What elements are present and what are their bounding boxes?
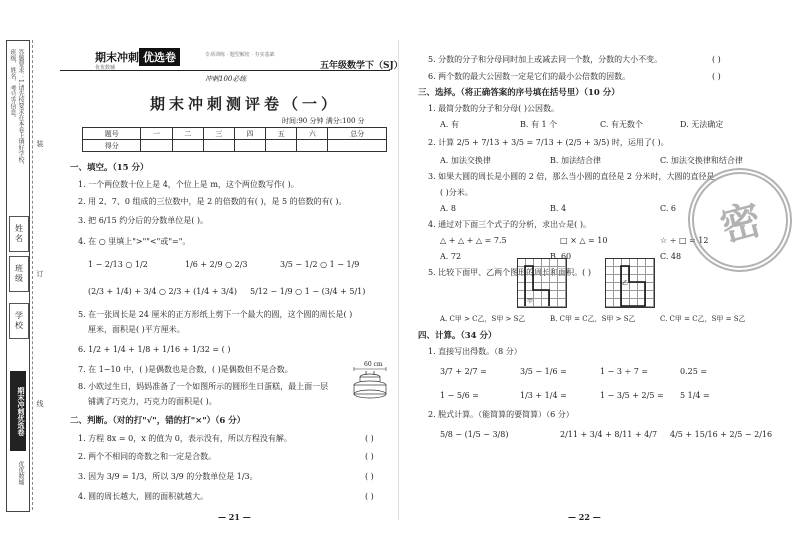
score-cell: 题号	[83, 128, 141, 140]
compare-item: 3/5 − 1/2 ○ 1 − 1/9	[280, 260, 360, 269]
judge-2: 2. 两个不相同的奇数之和一定是合数。	[78, 452, 217, 461]
calc-item: 1 − 3 ÷ 7 =	[600, 367, 649, 376]
compare-item: (2/3 + 1/4) + 3/4 ○ 2/3 + (1/4 + 3/4)	[88, 287, 237, 296]
cake-diameter-label: 60 cm	[364, 361, 383, 368]
school-field[interactable]: 学校	[9, 303, 29, 339]
question-7: 7. 在 1~10 中，( )是偶数也是合数，( )是偶数但不是合数。	[78, 365, 293, 374]
option: A. 72	[440, 252, 462, 261]
answer-paren[interactable]: ( )	[712, 55, 721, 64]
question-8: 8. 小欧过生日，妈妈准备了一个如图所示的圆形生日蛋糕，最上面一层	[78, 382, 329, 391]
figure-jia-outline	[517, 258, 567, 308]
exam-meta: 时间:90 分钟 满分:100 分	[282, 117, 365, 125]
answer-paren[interactable]: ( )	[712, 72, 721, 81]
score-cell: 四	[234, 128, 265, 140]
strip-brand-footer: 优优数辅	[17, 461, 24, 485]
score-input[interactable]	[328, 140, 387, 152]
score-cell: 得分	[83, 140, 141, 152]
compare-item: 1 − 2/13 ○ 1/2	[88, 260, 148, 269]
cut-line	[32, 40, 33, 510]
tagline: 专项训练 · 题型解密 · 夯实基础	[205, 52, 275, 58]
choice-4: 4. 通过对下面三个式子的分析，求出☆是( )。	[428, 220, 591, 229]
calc-item: 4/5 + 15/16 + 2/5 − 2/16	[670, 430, 773, 439]
option: B. C甲 = C乙，S甲 > S乙	[550, 315, 636, 323]
class-field[interactable]: 班级	[9, 256, 29, 292]
option: A. 有	[440, 120, 459, 129]
calc-item: 3/7 + 2/7 =	[440, 367, 487, 376]
calc-2: 2. 脱式计算。（能简算的要简算）（6 分）	[428, 410, 574, 419]
judge-5: 5. 分数的分子和分母同时加上或减去同一个数，分数的大小不变。	[428, 55, 663, 64]
strip-brand: 期末冲刺优选卷	[10, 371, 26, 451]
calc-item: 1 − 3/5 + 2/5 =	[600, 391, 664, 400]
question-8-cont: 铺满了巧克力，巧克力的面积是( )。	[88, 397, 217, 406]
score-input[interactable]	[203, 140, 234, 152]
answer-paren[interactable]: ( )	[365, 472, 374, 481]
question-3: 3. 把 6/15 约分后的分数单位是( )。	[78, 216, 209, 225]
score-input[interactable]	[172, 140, 203, 152]
cut-label-3: 线	[36, 400, 44, 407]
strip-instructions: 答题要求：1.请先按要求在本卷上填好学校、班级、姓名、考号等信息。	[9, 49, 24, 169]
score-input[interactable]	[266, 140, 297, 152]
answer-paren[interactable]: ( )	[365, 434, 374, 443]
question-6: 6. 1/2 + 1/4 + 1/8 + 1/16 + 1/32 = ( )	[78, 345, 231, 354]
calc-item: 1 − 5/6 =	[440, 391, 479, 400]
score-header-row	[83, 128, 387, 140]
answer-paren[interactable]: ( )	[365, 492, 374, 501]
brand-name: 期末冲刺	[95, 51, 139, 64]
compare-item: 1/6 + 2/9 ○ 2/3	[185, 260, 248, 269]
option: A. C甲 > C乙，S甲 > S乙	[440, 315, 526, 323]
choice-2: 2. 计算 2/5 + 7/13 + 3/5 = 7/13 + (2/5 + 3/5) 时，运用了( )。	[428, 138, 669, 147]
motto: 冲刺100必练	[205, 75, 247, 83]
judge-1: 1. 方程 8x = 0，x 的值为 0，表示没有，所以方程没有解。	[78, 434, 292, 443]
question-5: 5. 在一张周长是 24 厘米的正方形纸上剪下一个最大的圆，这个圆的周长是( )	[78, 310, 353, 319]
section-choice-title: 三、选择。（将正确答案的序号填在括号里）（10 分）	[418, 88, 620, 98]
option: B. 加法结合律	[550, 156, 601, 165]
option: A. 8	[440, 204, 456, 213]
answer-paren[interactable]: ( )	[365, 452, 374, 461]
choice-1: 1. 最简分数的分子和分母( )公因数。	[428, 104, 559, 113]
question-1: 1. 一个两位数十位上是 4，个位上是 m，这个两位数写作( )。	[78, 180, 299, 189]
equation: ☆ ÷ □ = 12	[660, 236, 709, 245]
score-cell: 五	[266, 128, 297, 140]
cake-illustration	[350, 365, 390, 401]
equation: □ × △ = 10	[560, 236, 608, 245]
section-fill-title: 一、填空。（15 分）	[70, 163, 149, 173]
score-cell: 二	[172, 128, 203, 140]
page-number-left: — 21 —	[218, 512, 251, 522]
score-input[interactable]	[297, 140, 328, 152]
calc-item: 1/3 + 1/4 =	[520, 391, 567, 400]
calc-item: 5 1/4 =	[680, 391, 710, 400]
judge-3: 3. 因为 3/9 = 1/3，所以 3/9 的分数单位是 1/3。	[78, 472, 258, 481]
calc-1: 1. 直接写出得数。（8 分）	[428, 347, 522, 356]
choice-3: 3. 如果大圆的周长是小圆的 2 倍，那么当小圆的直径是 2 分米时，大圆的直径是	[428, 172, 715, 181]
confidential-stamp: 密	[676, 156, 800, 283]
score-input[interactable]	[141, 140, 172, 152]
option: C. 有无数个	[600, 120, 643, 129]
score-cell: 一	[141, 128, 172, 140]
page-number-right: — 22 —	[568, 512, 601, 522]
question-5-cont: 厘米，面积是( )平方厘米。	[88, 325, 185, 334]
score-cell: 六	[297, 128, 328, 140]
option: A. 加法交换律	[440, 156, 491, 165]
brand-badge: 优选卷	[139, 48, 180, 66]
cut-label-2: 订	[36, 270, 44, 277]
option: B. 有 1 个	[520, 120, 558, 129]
grade-label: 五年级数学下（SJ）	[320, 61, 403, 71]
option: C. 48	[660, 252, 682, 261]
calc-item: 2/11 + 3/4 + 8/11 + 4/7	[560, 430, 658, 439]
option: B. 4	[550, 204, 567, 213]
header-rule	[60, 70, 390, 71]
section-calc-title: 四、计算。（34 分）	[418, 331, 497, 341]
judge-6: 6. 两个数的最大公因数一定是它们的最小公倍数的因数。	[428, 72, 631, 81]
choice-3-cont: ( )分米。	[440, 188, 473, 197]
section-judge-title: 二、判断。（对的打"√"，错的打"×"）（6 分）	[70, 416, 246, 426]
page-title: 期末冲刺测评卷（一）	[150, 95, 341, 113]
figure-yi-label: 乙	[622, 280, 629, 287]
score-value-row	[83, 140, 387, 152]
option: C. 加法交换律和结合律	[660, 156, 743, 165]
score-input[interactable]	[234, 140, 265, 152]
option: B. 60	[550, 252, 572, 261]
calc-item: 3/5 − 1/6 =	[520, 367, 567, 376]
option: C. C甲 = C乙，S甲 = S乙	[660, 315, 746, 323]
option: D. 无法确定	[680, 120, 724, 129]
question-2: 2. 用 2、7、0 组成的三位数中，是 2 的倍数的有( )，是 5 的倍数的有( )。	[78, 197, 347, 206]
page-fold	[398, 40, 399, 520]
brand-sub: 优优数辅	[95, 65, 116, 71]
figure-yi-outline	[605, 258, 655, 308]
score-table	[82, 127, 387, 152]
cut-label-1: 装	[36, 140, 44, 147]
name-field[interactable]: 姓名	[9, 216, 29, 252]
binding-strip	[6, 40, 30, 512]
calc-item: 0.25 =	[680, 367, 708, 376]
equation: △ + △ + △ = 7.5	[440, 236, 507, 245]
option: C. 6	[660, 204, 677, 213]
calc-item: 5/8 − (1/5 − 3/8)	[440, 430, 509, 439]
judge-4: 4. 圆的周长越大，圆的面积就越大。	[78, 492, 209, 501]
score-cell: 总分	[328, 128, 387, 140]
question-4: 4. 在 ○ 里填上">""<"或"="。	[78, 237, 191, 246]
choice-5: 5. 比较下面甲、乙两个图形的周长和面积。( )	[428, 268, 591, 277]
compare-item: 5/12 − 1/9 ○ 1 − (3/4 + 5/1)	[250, 287, 366, 296]
score-cell: 三	[203, 128, 234, 140]
figure-jia-label: 甲	[527, 298, 534, 305]
